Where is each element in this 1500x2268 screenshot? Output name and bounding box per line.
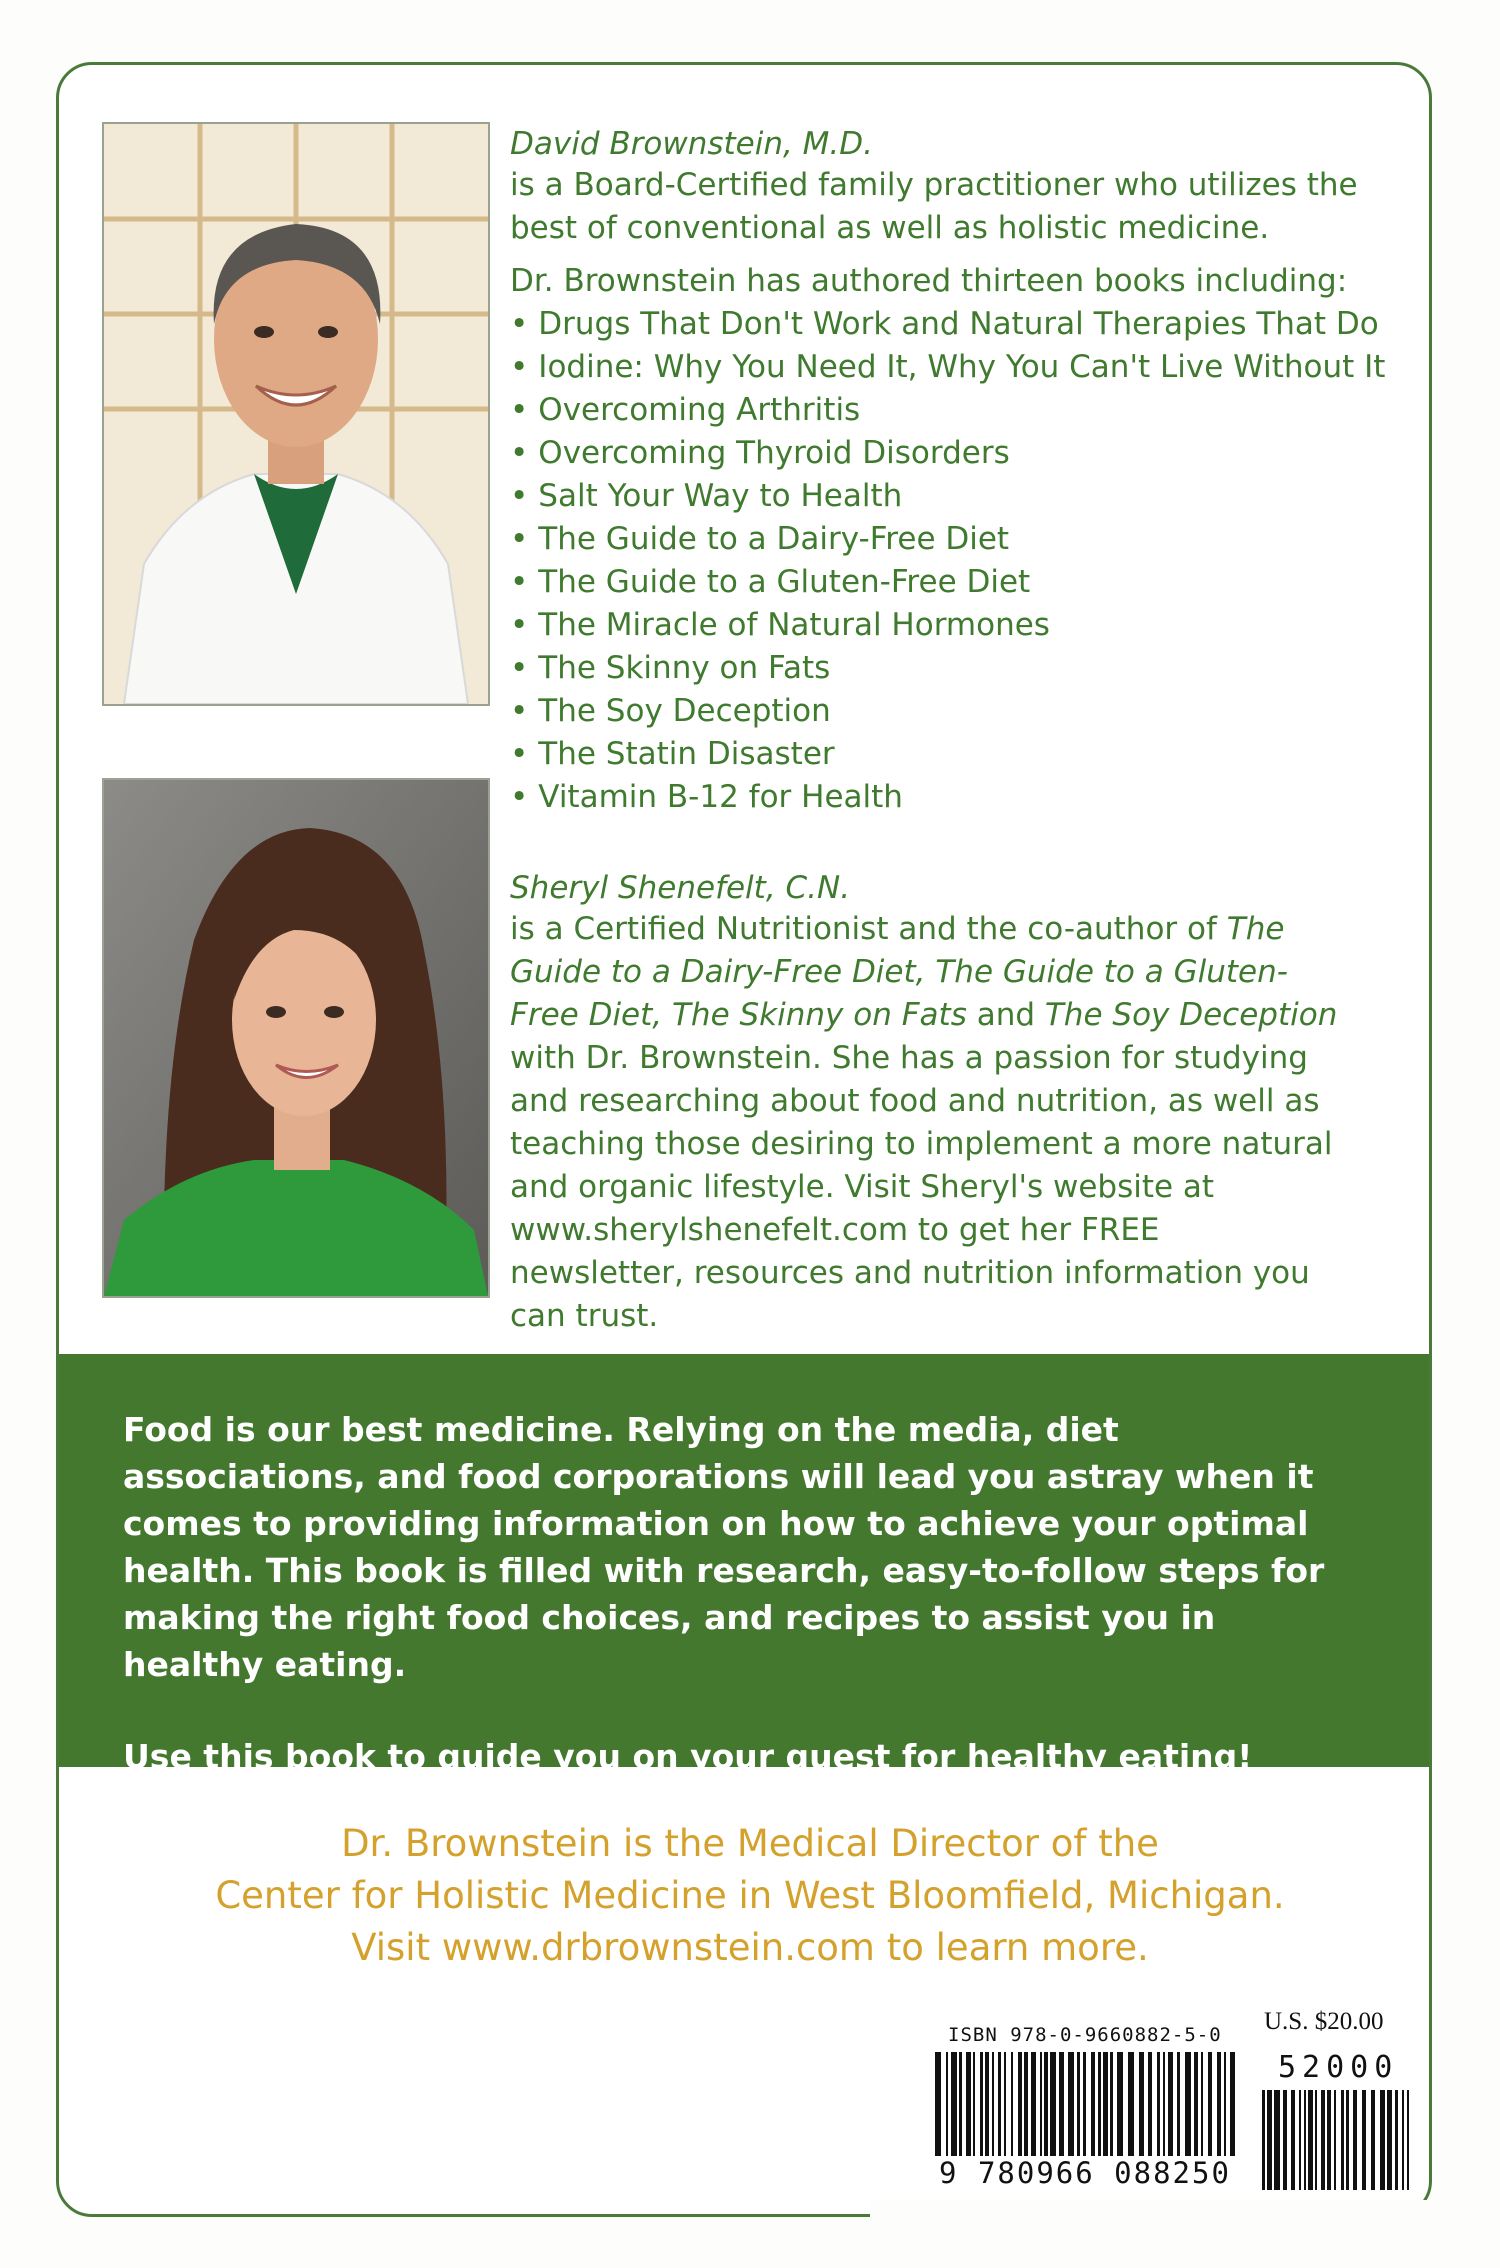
book-item: • The Guide to a Dairy-Free Diet [510, 518, 1410, 561]
author1-bio [510, 124, 1410, 819]
barcode-bar [1299, 2090, 1301, 2190]
barcode-bar [1334, 2090, 1336, 2190]
author2-bio-text: with Dr. Brownstein. She has a passion for studying and researching about food and nutrition, as well as teaching those desiring to implement a more natural and organic lifestyle. Visit Sheryl's website at www.sherylshenefelt.com to get her FREE newsletter, resources and nutrition information you can trust. [510, 1040, 1333, 1334]
barcode-bar [1395, 2090, 1398, 2190]
author2-bio-text: is a Certified Nutritionist and the co-author of [510, 911, 1227, 947]
barcode-bar [1380, 2090, 1385, 2190]
book-item: • Vitamin B-12 for Health [510, 776, 1410, 819]
director-line-2: Center for Holistic Medicine in West Bloomfield, Michigan. [215, 1874, 1285, 1917]
barcode-bar [1321, 2090, 1325, 2190]
book-item: • The Miracle of Natural Hormones [510, 604, 1410, 647]
book-item: • Drugs That Don't Work and Natural Therapies That Do [510, 303, 1410, 346]
book-item: • Iodine: Why You Need It, Why You Can't Live Without It [510, 346, 1410, 389]
barcode-bar [1267, 2090, 1272, 2190]
price-barcode [1262, 2090, 1412, 2190]
price-label: U.S. $20.00 [1264, 2008, 1384, 2035]
barcode-bar [1407, 2090, 1409, 2190]
barcode-bar [1353, 2090, 1357, 2190]
author2-bio-text: and [966, 997, 1045, 1033]
author2-description [510, 908, 1340, 1338]
book-list [510, 303, 1410, 819]
blurb-paragraph-1: Food is our best medicine. Relying on the media, diet associations, and food corporations will lead you astray when it comes to providing information on how to achieve your optimal health. This book is filled with research, easy-to-follow steps for making the right food choices, and recipes to assist you in healthy eating. [123, 1410, 1325, 1684]
barcode-bar [1304, 2090, 1306, 2190]
author2-book-titles: The Guide to a Dairy-Free Diet, The Guide to a Gluten-Free Diet, The Skinny on Fats [510, 911, 1288, 1033]
barcode-bar [1274, 2090, 1280, 2190]
barcode-bar [1402, 2090, 1404, 2190]
isbn-label: ISBN 978-0-9660882-5-0 [948, 2024, 1222, 2046]
book-item: • Overcoming Thyroid Disorders [510, 432, 1410, 475]
barcode-bar [1346, 2090, 1349, 2190]
barcode-bar [1315, 2090, 1317, 2190]
book-item: • The Statin Disaster [510, 733, 1410, 776]
barcode-bar [1362, 2090, 1366, 2190]
book-item: • The Guide to a Gluten-Free Diet [510, 561, 1410, 604]
barcode-number: 9 780966 088250 [932, 2156, 1238, 2190]
author2-photo [102, 778, 490, 1298]
author2-bio [510, 868, 1340, 1338]
book-item: • Salt Your Way to Health [510, 475, 1410, 518]
author1-photo [102, 122, 490, 706]
frame-gap [870, 2200, 1490, 2240]
barcode-bar [1283, 2090, 1287, 2190]
author1-description: is a Board-Certified family practitioner who utilizes the best of conventional as well as holistic medicine. [510, 167, 1358, 246]
author2-name: Sheryl Shenefelt, C.N. [510, 870, 851, 906]
director-line-1: Dr. Brownstein is the Medical Director of the [341, 1822, 1159, 1865]
book-item: • The Skinny on Fats [510, 647, 1410, 690]
director-line-3: Visit www.drbrownstein.com to learn more. [351, 1926, 1149, 1969]
barcode-bar [1387, 2090, 1392, 2190]
author1-name: David Brownstein, M.D. [510, 126, 874, 162]
barcode-bar [1371, 2090, 1375, 2190]
barcode-bar [1341, 2090, 1344, 2190]
blurb-paragraph-2: Use this book to guide you on your quest for healthy eating! [123, 1737, 1253, 1776]
barcode-bar [1308, 2090, 1313, 2190]
book-item: • The Soy Deception [510, 690, 1410, 733]
author1-authored-intro: Dr. Brownstein has authored thirteen books including: [510, 263, 1348, 299]
author2-book-title: The Soy Deception [1044, 997, 1338, 1033]
barcode-bar [1262, 2090, 1265, 2190]
book-item: • Overcoming Arthritis [510, 389, 1410, 432]
barcode-bar [1327, 2090, 1331, 2190]
director-note [100, 1818, 1400, 1974]
price-code: 52000 [1278, 2050, 1399, 2085]
blurb-band [59, 1354, 1429, 1776]
barcode-bar [1291, 2090, 1295, 2190]
